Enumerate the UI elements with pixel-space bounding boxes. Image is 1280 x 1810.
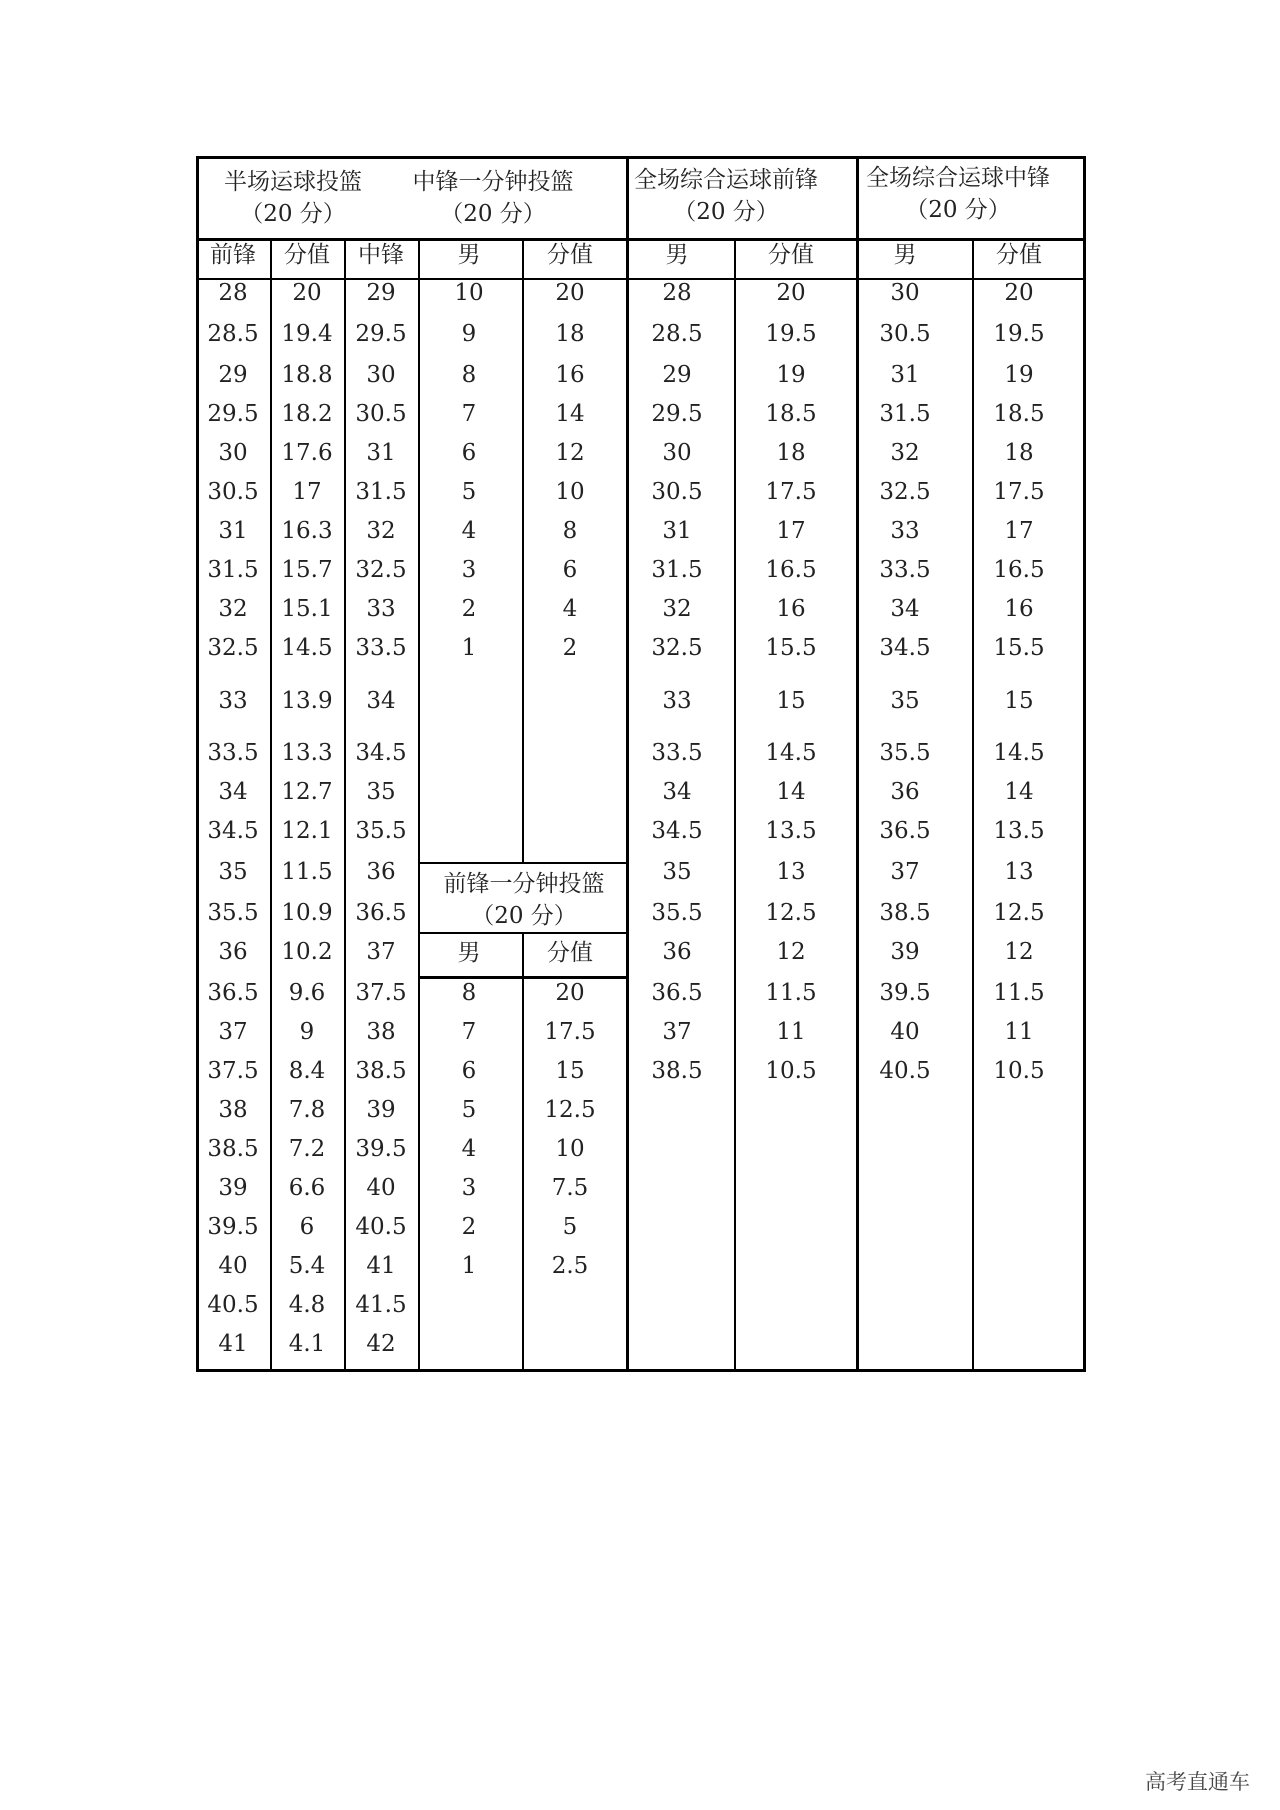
table-cell: 18.5 — [765, 401, 817, 427]
grid-line-horizontal — [196, 1369, 1086, 1372]
grid-line-vertical — [626, 156, 629, 1372]
table-cell: 14.5 — [993, 740, 1045, 766]
table-cell: 20 — [555, 980, 585, 1006]
table-cell: 20 — [292, 280, 322, 306]
table-cell: 36.5 — [879, 818, 931, 844]
grid-line-vertical — [418, 238, 420, 1372]
table-cell: 19 — [1004, 362, 1034, 388]
table-cell: 39 — [218, 1175, 248, 1201]
table-cell: 34.5 — [355, 740, 407, 766]
table-cell: 41 — [218, 1331, 248, 1357]
table-cell: 5 — [562, 1214, 578, 1240]
grid-line-horizontal — [196, 156, 1086, 159]
table-cell: 30 — [662, 440, 692, 466]
table-cell: 13 — [776, 859, 806, 885]
table-cell: 38.5 — [355, 1058, 407, 1084]
table-cell: 42 — [366, 1331, 396, 1357]
table-cell: 40 — [890, 1019, 920, 1045]
table-cell: 28 — [662, 280, 692, 306]
table-cell: 40 — [218, 1253, 248, 1279]
table-cell: 34 — [218, 779, 248, 805]
group-full-center-title: 全场综合运球中锋 — [866, 165, 1050, 191]
subheader-6: 分值 — [768, 242, 814, 268]
score-table — [196, 156, 1086, 1372]
table-cell: 12 — [776, 939, 806, 965]
group-forward-minute-title: 前锋一分钟投篮 — [443, 871, 605, 897]
group-center-minute — [390, 166, 596, 230]
subheader-5: 男 — [665, 242, 689, 268]
table-cell: 17.6 — [281, 440, 333, 466]
table-cell: 36.5 — [651, 980, 703, 1006]
table-cell: 12.7 — [281, 779, 333, 805]
table-cell: 14 — [555, 401, 585, 427]
group-full-center — [858, 162, 1058, 226]
table-cell: 29 — [662, 362, 692, 388]
table-cell: 8 — [562, 518, 578, 544]
table-cell: 28.5 — [207, 321, 259, 347]
table-cell: 15.1 — [281, 596, 333, 622]
subheader-2: 中锋 — [358, 242, 404, 268]
table-cell: 16.3 — [281, 518, 333, 544]
table-cell: 11 — [1004, 1019, 1034, 1045]
grid-line-horizontal — [196, 238, 1086, 241]
table-cell: 34 — [890, 596, 920, 622]
table-cell: 32.5 — [651, 635, 703, 661]
table-cell: 34 — [662, 779, 692, 805]
table-cell: 35.5 — [651, 900, 703, 926]
table-cell: 13 — [1004, 859, 1034, 885]
table-cell: 35 — [218, 859, 248, 885]
table-cell: 38.5 — [207, 1136, 259, 1162]
table-cell: 4 — [461, 518, 477, 544]
table-cell: 2 — [461, 1214, 477, 1240]
table-cell: 37 — [366, 939, 396, 965]
table-cell: 36.5 — [207, 980, 259, 1006]
group-full-forward — [626, 164, 826, 228]
group-center-minute-score: （20 分） — [440, 201, 546, 228]
table-cell: 6 — [562, 557, 578, 583]
table-cell: 3 — [461, 1175, 477, 1201]
table-cell: 32 — [218, 596, 248, 622]
table-cell: 30.5 — [355, 401, 407, 427]
subheader-7: 男 — [893, 242, 917, 268]
subheader-8: 分值 — [996, 242, 1042, 268]
table-cell: 19.5 — [765, 321, 817, 347]
table-cell: 30 — [366, 362, 396, 388]
grid-line-horizontal — [196, 278, 1086, 280]
table-cell: 9.6 — [288, 980, 326, 1006]
table-cell: 34.5 — [651, 818, 703, 844]
table-cell: 6.6 — [288, 1175, 326, 1201]
table-cell: 37 — [218, 1019, 248, 1045]
table-cell: 30 — [890, 280, 920, 306]
table-cell: 8.4 — [288, 1058, 326, 1084]
table-cell: 30 — [218, 440, 248, 466]
table-cell: 29.5 — [207, 401, 259, 427]
table-cell: 36 — [366, 859, 396, 885]
table-cell: 2.5 — [551, 1253, 589, 1279]
table-cell: 18.8 — [281, 362, 333, 388]
table-cell: 15 — [555, 1058, 585, 1084]
table-cell: 29.5 — [651, 401, 703, 427]
table-cell: 13.5 — [765, 818, 817, 844]
table-cell: 14 — [1004, 779, 1034, 805]
table-cell: 13.5 — [993, 818, 1045, 844]
group-forward-minute-score: （20 分） — [471, 903, 577, 930]
table-cell: 31.5 — [651, 557, 703, 583]
table-cell: 41 — [366, 1253, 396, 1279]
subheader-3: 男 — [457, 242, 481, 268]
table-cell: 29 — [218, 362, 248, 388]
table-cell: 5.4 — [288, 1253, 326, 1279]
table-cell: 4 — [562, 596, 578, 622]
table-cell: 40.5 — [879, 1058, 931, 1084]
table-cell: 33.5 — [879, 557, 931, 583]
forward-minute-subheader-0: 男 — [457, 940, 481, 966]
table-cell: 7 — [461, 401, 477, 427]
table-cell: 3 — [461, 557, 477, 583]
table-cell: 34 — [366, 688, 396, 714]
table-cell: 20 — [555, 280, 585, 306]
forward-minute-subheader-1: 分值 — [547, 940, 593, 966]
table-cell: 38.5 — [651, 1058, 703, 1084]
table-cell: 11.5 — [765, 980, 817, 1006]
table-cell: 35.5 — [207, 900, 259, 926]
table-cell: 15.5 — [765, 635, 817, 661]
group-half-court — [196, 166, 390, 230]
table-cell: 8 — [461, 362, 477, 388]
table-cell: 32 — [890, 440, 920, 466]
table-cell: 19.4 — [281, 321, 333, 347]
table-cell: 4.1 — [288, 1331, 326, 1357]
grid-line-vertical — [522, 932, 524, 1372]
table-cell: 35.5 — [879, 740, 931, 766]
table-cell: 6 — [461, 1058, 477, 1084]
table-cell: 10.2 — [281, 939, 333, 965]
table-cell: 39.5 — [879, 980, 931, 1006]
table-cell: 33 — [890, 518, 920, 544]
table-cell: 34.5 — [879, 635, 931, 661]
table-cell: 37 — [662, 1019, 692, 1045]
table-cell: 35.5 — [355, 818, 407, 844]
table-cell: 10.5 — [765, 1058, 817, 1084]
table-cell: 33.5 — [207, 740, 259, 766]
group-center-minute-title: 中锋一分钟投篮 — [412, 169, 574, 195]
grid-line-vertical — [522, 238, 524, 862]
table-cell: 40 — [366, 1175, 396, 1201]
table-cell: 31 — [662, 518, 692, 544]
table-cell: 2 — [562, 635, 578, 661]
table-cell: 17.5 — [765, 479, 817, 505]
table-cell: 35 — [890, 688, 920, 714]
table-cell: 14.5 — [765, 740, 817, 766]
table-cell: 5 — [461, 479, 477, 505]
table-cell: 35 — [366, 779, 396, 805]
table-cell: 29 — [366, 280, 396, 306]
table-cell: 31 — [366, 440, 396, 466]
table-cell: 2 — [461, 596, 477, 622]
table-cell: 19.5 — [993, 321, 1045, 347]
table-cell: 15 — [1004, 688, 1034, 714]
table-cell: 31.5 — [355, 479, 407, 505]
grid-line-vertical — [856, 156, 859, 1372]
table-cell: 19 — [776, 362, 806, 388]
table-cell: 10.9 — [281, 900, 333, 926]
table-cell: 36.5 — [355, 900, 407, 926]
grid-line-vertical — [1083, 156, 1086, 1372]
table-cell: 18.2 — [281, 401, 333, 427]
table-cell: 30.5 — [879, 321, 931, 347]
table-cell: 5 — [461, 1097, 477, 1123]
table-cell: 28 — [218, 280, 248, 306]
table-cell: 7.2 — [288, 1136, 326, 1162]
table-cell: 31 — [218, 518, 248, 544]
table-cell: 9 — [461, 321, 477, 347]
table-cell: 39 — [890, 939, 920, 965]
table-cell: 31.5 — [207, 557, 259, 583]
table-cell: 18 — [555, 321, 585, 347]
subheader-0: 前锋 — [210, 242, 256, 268]
subheader-4: 分值 — [547, 242, 593, 268]
table-cell: 31 — [890, 362, 920, 388]
table-cell: 1 — [461, 635, 477, 661]
table-cell: 32.5 — [207, 635, 259, 661]
table-cell: 41.5 — [355, 1292, 407, 1318]
table-cell: 9 — [299, 1019, 315, 1045]
table-cell: 32 — [662, 596, 692, 622]
group-half-court-score: （20 分） — [240, 201, 346, 228]
table-cell: 30.5 — [207, 479, 259, 505]
table-cell: 32.5 — [879, 479, 931, 505]
table-cell: 12 — [1004, 939, 1034, 965]
table-cell: 16 — [555, 362, 585, 388]
table-cell: 20 — [1004, 280, 1034, 306]
table-cell: 13.9 — [281, 688, 333, 714]
table-cell: 16.5 — [765, 557, 817, 583]
table-cell: 18 — [776, 440, 806, 466]
table-cell: 11 — [776, 1019, 806, 1045]
table-cell: 7.5 — [551, 1175, 589, 1201]
table-cell: 17 — [776, 518, 806, 544]
table-cell: 7.8 — [288, 1097, 326, 1123]
table-cell: 30.5 — [651, 479, 703, 505]
table-cell: 33.5 — [355, 635, 407, 661]
table-cell: 37.5 — [207, 1058, 259, 1084]
table-cell: 37.5 — [355, 980, 407, 1006]
table-cell: 29.5 — [355, 321, 407, 347]
table-cell: 33 — [662, 688, 692, 714]
table-cell: 39.5 — [207, 1214, 259, 1240]
table-cell: 20 — [776, 280, 806, 306]
table-cell: 10 — [555, 1136, 585, 1162]
table-cell: 12.5 — [765, 900, 817, 926]
group-full-forward-title: 全场综合运球前锋 — [634, 167, 818, 193]
table-cell: 36 — [890, 779, 920, 805]
table-cell: 33.5 — [651, 740, 703, 766]
subheader-1: 分值 — [284, 242, 330, 268]
table-cell: 18 — [1004, 440, 1034, 466]
table-cell: 12 — [555, 440, 585, 466]
table-cell: 15.5 — [993, 635, 1045, 661]
table-cell: 13.3 — [281, 740, 333, 766]
table-cell: 1 — [461, 1253, 477, 1279]
grid-line-vertical — [270, 238, 272, 1372]
table-cell: 33 — [366, 596, 396, 622]
table-cell: 11.5 — [993, 980, 1045, 1006]
table-cell: 33 — [218, 688, 248, 714]
table-cell: 8 — [461, 980, 477, 1006]
table-cell: 36 — [662, 939, 692, 965]
table-cell: 7 — [461, 1019, 477, 1045]
table-cell: 18.5 — [993, 401, 1045, 427]
table-cell: 10.5 — [993, 1058, 1045, 1084]
table-cell: 34.5 — [207, 818, 259, 844]
table-cell: 12.5 — [544, 1097, 596, 1123]
table-cell: 36 — [218, 939, 248, 965]
grid-line-horizontal — [418, 862, 626, 864]
table-cell: 6 — [461, 440, 477, 466]
table-cell: 14 — [776, 779, 806, 805]
table-cell: 17 — [1004, 518, 1034, 544]
table-cell: 16.5 — [993, 557, 1045, 583]
table-cell: 4.8 — [288, 1292, 326, 1318]
table-cell: 28.5 — [651, 321, 703, 347]
table-cell: 12.1 — [281, 818, 333, 844]
grid-line-vertical — [972, 238, 974, 1372]
group-half-court-title: 半场运球投篮 — [224, 169, 362, 195]
table-cell: 15 — [776, 688, 806, 714]
table-cell: 40.5 — [207, 1292, 259, 1318]
table-cell: 17.5 — [993, 479, 1045, 505]
table-cell: 12.5 — [993, 900, 1045, 926]
table-cell: 4 — [461, 1136, 477, 1162]
table-cell: 17 — [292, 479, 322, 505]
table-cell: 6 — [299, 1214, 315, 1240]
table-cell: 38 — [366, 1019, 396, 1045]
table-cell: 32 — [366, 518, 396, 544]
table-cell: 38 — [218, 1097, 248, 1123]
table-cell: 16 — [776, 596, 806, 622]
grid-line-vertical — [196, 156, 199, 1372]
table-cell: 38.5 — [879, 900, 931, 926]
table-cell: 37 — [890, 859, 920, 885]
group-forward-minute — [424, 868, 624, 932]
table-cell: 17.5 — [544, 1019, 596, 1045]
group-full-center-score: （20 分） — [905, 197, 1011, 224]
watermark: 高考直通车 — [1145, 1770, 1250, 1794]
table-cell: 14.5 — [281, 635, 333, 661]
table-cell: 10 — [555, 479, 585, 505]
grid-line-vertical — [734, 238, 736, 1372]
table-cell: 10 — [454, 280, 484, 306]
table-cell: 35 — [662, 859, 692, 885]
table-cell: 40.5 — [355, 1214, 407, 1240]
grid-line-vertical — [344, 238, 346, 1372]
table-cell: 39.5 — [355, 1136, 407, 1162]
group-full-forward-score: （20 分） — [673, 199, 779, 226]
table-cell: 31.5 — [879, 401, 931, 427]
table-cell: 11.5 — [281, 859, 333, 885]
table-cell: 15.7 — [281, 557, 333, 583]
table-cell: 16 — [1004, 596, 1034, 622]
table-cell: 39 — [366, 1097, 396, 1123]
table-cell: 32.5 — [355, 557, 407, 583]
